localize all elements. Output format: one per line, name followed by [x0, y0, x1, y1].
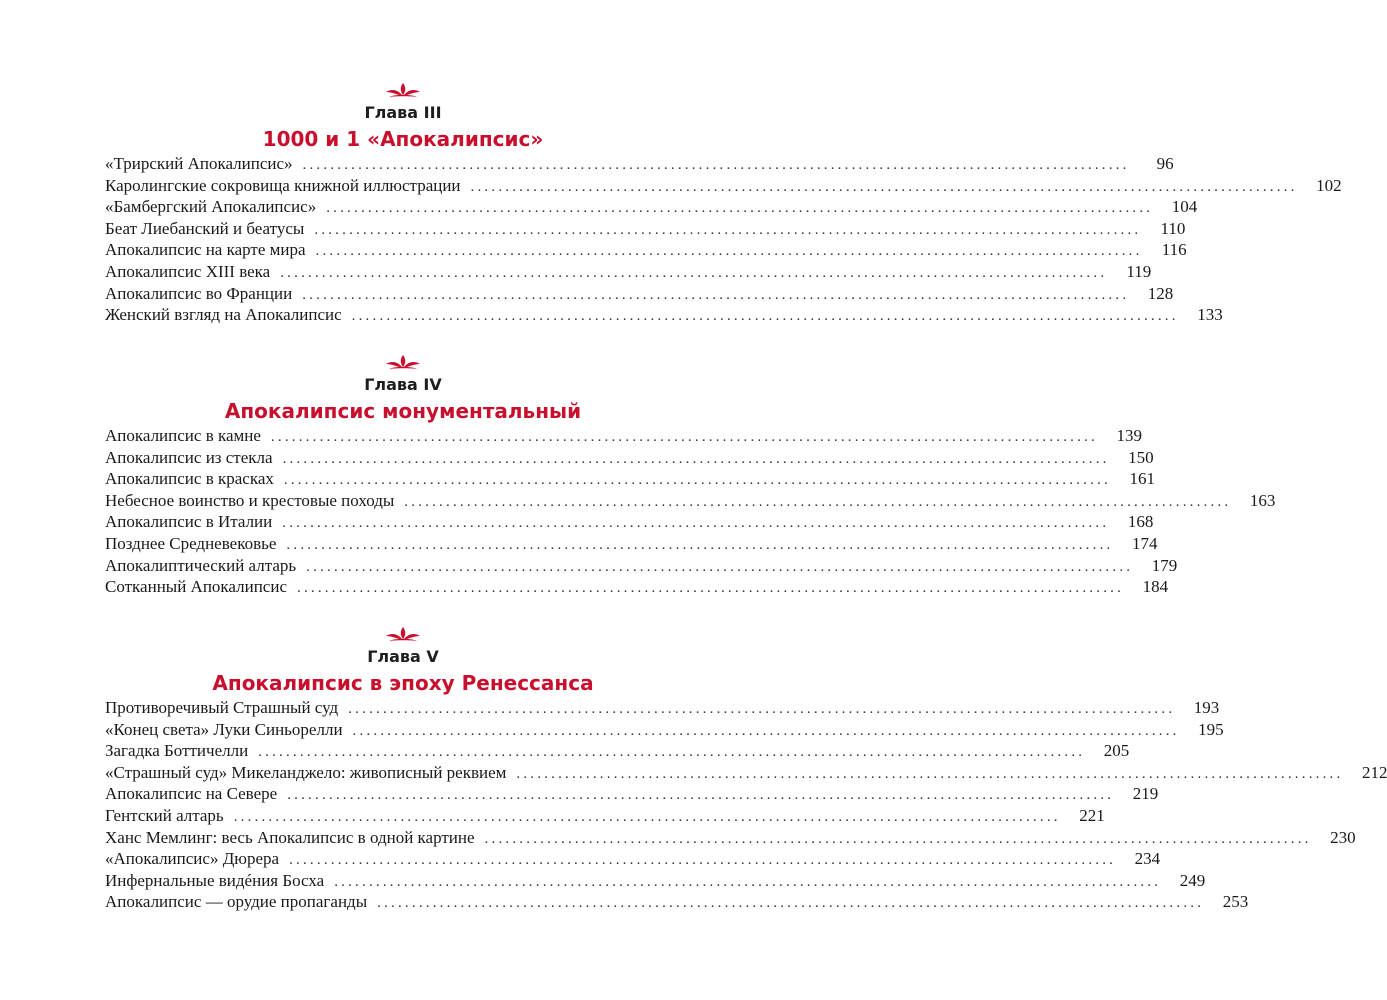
chapter-label: Глава V: [367, 647, 439, 666]
entry-title: Небесное воинство и крестовые походы: [105, 490, 395, 510]
entry-title: Апокалипсис XIII века: [105, 261, 271, 281]
entry-title: Беат Лиебанский и беатусы: [105, 218, 305, 238]
dot-leader: .......................................................................................................................: [287, 787, 1115, 804]
page-number: 133: [1197, 305, 1223, 325]
dot-leader: .......................................................................................................................: [306, 558, 1134, 575]
page-number: 205: [1103, 741, 1130, 761]
toc-entry: [105, 447, 1154, 469]
page-number: 128: [1147, 283, 1174, 303]
entry-title: «Бамбергский Апокалипсис»: [105, 197, 317, 217]
toc-entry: [105, 153, 1174, 175]
toc-entry: [105, 762, 1387, 784]
page-number: 195: [1198, 719, 1224, 739]
dot-leader: .......................................................................................................................: [352, 722, 1180, 739]
page-number: 184: [1142, 577, 1169, 597]
dot-leader: .......................................................................................................................: [282, 450, 1110, 467]
toc-entry: [105, 304, 1223, 326]
page-number: 249: [1179, 870, 1206, 890]
toc-entry: [105, 697, 1220, 719]
toc-entry: [105, 719, 1224, 741]
toc-entry: [105, 196, 1198, 218]
entry-title: «Апокалипсис» Дюрера: [105, 849, 280, 869]
dot-leader: .......................................................................................................................: [297, 580, 1125, 597]
toc-list: [105, 425, 1276, 598]
toc-entry: [105, 283, 1174, 305]
toc-entry: [105, 511, 1154, 533]
dot-leader: .......................................................................................................................: [233, 808, 1061, 825]
page-number: 219: [1132, 784, 1159, 804]
dot-leader: .......................................................................................................................: [314, 221, 1142, 238]
entry-title: «Конец света» Луки Синьорелли: [105, 719, 343, 739]
page-number: 234: [1134, 849, 1161, 869]
dot-leader: .......................................................................................................................: [270, 429, 1098, 445]
dot-leader: .......................................................................................................................: [315, 243, 1143, 260]
toc-entry: [105, 891, 1249, 913]
toc-entry: [105, 805, 1105, 827]
page-number: 168: [1127, 512, 1154, 532]
entry-title: Апокалиптический алтарь: [105, 555, 297, 575]
toc-entry: [105, 425, 1142, 447]
dot-leader: .......................................................................................................................: [282, 515, 1110, 532]
page-number: 116: [1161, 240, 1187, 260]
dot-leader: .......................................................................................................................: [302, 157, 1130, 173]
toc-entry: [105, 740, 1130, 762]
chapter-label: Глава IV: [364, 375, 442, 394]
page-number: 230: [1330, 827, 1356, 847]
chapter-title: Апокалипсис монументальный: [224, 399, 582, 423]
dot-leader: .......................................................................................................................: [334, 873, 1162, 890]
dot-leader: .......................................................................................................................: [280, 264, 1108, 281]
entry-title: Апокалипсис в камне: [105, 426, 261, 445]
dot-leader: .......................................................................................................................: [470, 178, 1298, 195]
entry-title: Женский взгляд на Апокалипсис: [105, 305, 342, 325]
page-number: 102: [1316, 175, 1342, 195]
leaf-flourish-icon: [383, 80, 423, 102]
entry-title: Противоречивый Страшный суд: [105, 698, 339, 717]
toc-entry: [105, 576, 1169, 598]
toc-entry: [105, 827, 1356, 849]
chapter-3-section: [105, 80, 1342, 326]
toc-entry: [105, 783, 1159, 805]
page-number: 253: [1222, 892, 1249, 912]
dot-leader: .......................................................................................................................: [484, 830, 1312, 847]
page-number: 193: [1193, 698, 1220, 717]
toc-entry: [105, 261, 1152, 283]
dot-leader: .......................................................................................................................: [289, 852, 1117, 869]
chapter-title: 1000 и 1 «Апокалипсис»: [262, 127, 544, 151]
entry-title: Гентский алтарь: [105, 805, 224, 825]
entry-title: Апокалипсис на карте мира: [105, 240, 306, 260]
toc-entry: [105, 533, 1158, 555]
chapter-4-section: [105, 352, 1276, 598]
toc-entry: [105, 555, 1178, 577]
page-number: 212: [1361, 762, 1387, 782]
page-number: 104: [1171, 197, 1198, 217]
toc-entry: [105, 870, 1206, 892]
leaf-flourish-icon: [383, 352, 423, 374]
dot-leader: .......................................................................................................................: [404, 493, 1232, 510]
entry-title: Апокалипсис в красках: [105, 469, 274, 489]
entry-title: Ханс Мемлинг: весь Апокалипсис в одной картине: [105, 827, 475, 847]
toc-entry: [105, 848, 1161, 870]
page-number: 150: [1128, 447, 1154, 467]
page-number: 161: [1129, 469, 1155, 489]
dot-leader: .......................................................................................................................: [302, 286, 1130, 303]
page-number: 119: [1126, 261, 1152, 281]
toc-entry: [105, 468, 1155, 490]
dot-leader: .......................................................................................................................: [258, 744, 1086, 761]
entry-title: Каролингские сокровища книжной иллюстрации: [105, 175, 461, 195]
page-number: 110: [1160, 218, 1186, 238]
page-number: 163: [1249, 490, 1276, 510]
page-number: 174: [1131, 533, 1158, 553]
toc-list: [105, 697, 1387, 913]
chapter-title: Апокалипсис в эпоху Ренессанса: [212, 671, 594, 695]
dot-leader: .......................................................................................................................: [351, 308, 1179, 325]
entry-title: Апокалипсис на Севере: [105, 784, 278, 804]
entry-title: Апокалипсис в Италии: [105, 512, 273, 532]
chapter-label: Глава III: [364, 103, 442, 122]
dot-leader: .......................................................................................................................: [326, 200, 1154, 217]
dot-leader: .......................................................................................................................: [286, 536, 1114, 553]
toc-entry: [105, 175, 1342, 197]
leaf-flourish-icon: [383, 624, 423, 646]
page-number: 221: [1079, 805, 1105, 825]
entry-title: Инфернальные видéния Босха: [105, 870, 325, 890]
entry-title: Апокалипсис из стекла: [105, 447, 273, 467]
toc-list: [105, 153, 1342, 326]
entry-title: «Трирский Апокалипсис»: [105, 154, 293, 173]
entry-title: Позднее Средневековье: [105, 533, 277, 553]
entry-title: Сотканный Апокалипсис: [105, 577, 287, 597]
chapter-5-section: [105, 624, 1387, 913]
dot-leader: .......................................................................................................................: [283, 472, 1111, 489]
page-number: 179: [1151, 555, 1178, 575]
dot-leader: .......................................................................................................................: [348, 701, 1176, 717]
dot-leader: .......................................................................................................................: [377, 895, 1205, 912]
page-number: 96: [1156, 154, 1174, 173]
entry-title: Апокалипсис во Франции: [105, 283, 293, 303]
toc-entry: [105, 490, 1276, 512]
entry-title: Апокалипсис — орудие пропаганды: [105, 892, 368, 912]
dot-leader: .......................................................................................................................: [516, 765, 1344, 782]
page-number: 139: [1116, 426, 1142, 445]
entry-title: «Страшный суд» Микеланджело: живописный реквием: [105, 762, 507, 782]
toc-entry: [105, 239, 1187, 261]
entry-title: Загадка Боттичелли: [105, 741, 249, 761]
toc-entry: [105, 218, 1186, 240]
